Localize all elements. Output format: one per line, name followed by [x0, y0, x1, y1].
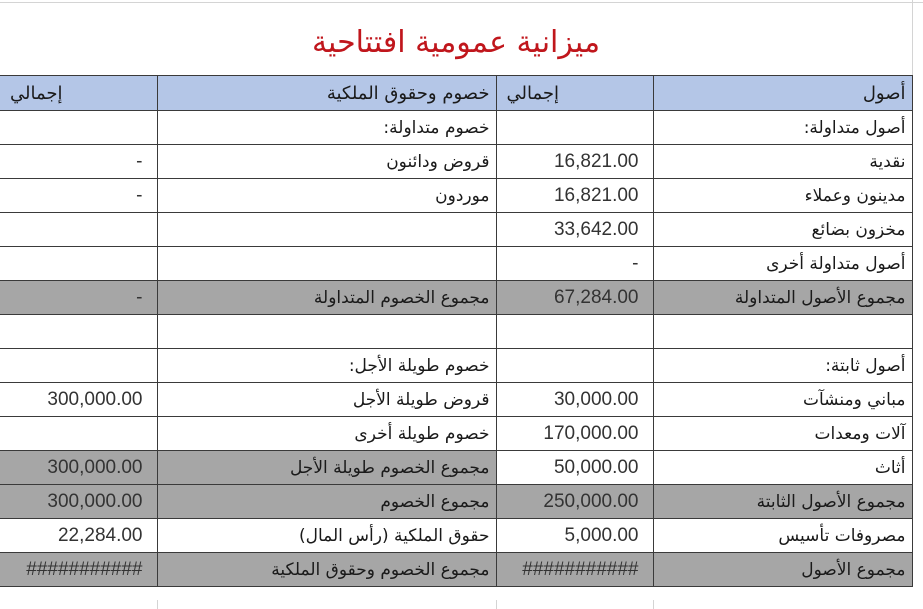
asset-label-cell[interactable]: نقدية [653, 145, 912, 179]
liability-label-cell[interactable] [157, 213, 496, 247]
balance-sheet-table [0, 75, 913, 587]
table-row [0, 315, 912, 349]
liability-label-cell[interactable]: قروض ودائنون [157, 145, 496, 179]
gridline [912, 0, 913, 76]
liability-total-cell[interactable] [0, 349, 157, 383]
gridline [157, 600, 158, 609]
table-row [0, 111, 912, 145]
asset-total-cell[interactable]: ########### [496, 553, 653, 587]
liability-label-cell[interactable]: حقوق الملكية (رأس المال) [157, 519, 496, 553]
liability-total-cell[interactable]: - [0, 281, 157, 315]
liability-label-cell[interactable]: مجموع الخصوم وحقوق الملكية [157, 553, 496, 587]
asset-label-cell[interactable] [653, 315, 912, 349]
asset-label-cell[interactable]: مخزون بضائع [653, 213, 912, 247]
table-row [0, 519, 912, 553]
asset-total-cell[interactable]: 250,000.00 [496, 485, 653, 519]
liability-total-cell[interactable]: - [0, 179, 157, 213]
asset-label-cell[interactable]: مدينون وعملاء [653, 179, 912, 213]
liability-label-cell[interactable]: خصوم طويلة أخرى [157, 417, 496, 451]
header-assets-total[interactable]: إجمالي [496, 76, 653, 111]
asset-label-cell[interactable]: مباني ومنشآت [653, 383, 912, 417]
asset-label-cell[interactable]: أصول ثابتة: [653, 349, 912, 383]
liability-label-cell[interactable]: مجموع الخصوم المتداولة [157, 281, 496, 315]
gridline [496, 600, 497, 609]
asset-total-cell[interactable]: 170,000.00 [496, 417, 653, 451]
liability-label-cell[interactable]: خصوم طويلة الأجل: [157, 349, 496, 383]
asset-total-cell[interactable]: 30,000.00 [496, 383, 653, 417]
asset-total-cell[interactable] [496, 111, 653, 145]
asset-label-cell[interactable]: أصول متداولة: [653, 111, 912, 145]
liability-total-cell[interactable] [0, 247, 157, 281]
liability-total-cell[interactable] [0, 315, 157, 349]
liability-label-cell[interactable]: خصوم متداولة: [157, 111, 496, 145]
gridline [653, 600, 654, 609]
table-row [0, 383, 912, 417]
liability-total-cell[interactable]: - [0, 145, 157, 179]
page-title[interactable]: ميزانية عمومية افتتاحية [311, 25, 601, 60]
table-row-total [0, 553, 912, 587]
liability-total-cell[interactable]: 22,284.00 [0, 519, 157, 553]
asset-total-cell[interactable]: 5,000.00 [496, 519, 653, 553]
asset-label-cell[interactable]: آلات ومعدات [653, 417, 912, 451]
table-header-row [0, 76, 912, 111]
liability-label-cell[interactable]: مجموع الخصوم [157, 485, 496, 519]
liability-total-cell[interactable]: 300,000.00 [0, 485, 157, 519]
asset-total-cell[interactable]: 16,821.00 [496, 145, 653, 179]
asset-total-cell[interactable]: 16,821.00 [496, 179, 653, 213]
header-liabilities[interactable]: خصوم وحقوق الملكية [157, 76, 496, 111]
asset-total-cell[interactable] [496, 315, 653, 349]
asset-total-cell[interactable]: 33,642.00 [496, 213, 653, 247]
table-row-total [0, 451, 912, 485]
asset-label-cell[interactable]: مصروفات تأسيس [653, 519, 912, 553]
header-liabilities-total[interactable]: إجمالي [0, 76, 157, 111]
liability-total-cell[interactable]: ########### [0, 553, 157, 587]
table-row-total [0, 281, 912, 315]
header-assets[interactable]: أصول [653, 76, 912, 111]
asset-label-cell[interactable]: مجموع الأصول المتداولة [653, 281, 912, 315]
liability-total-cell[interactable] [0, 213, 157, 247]
asset-total-cell[interactable]: 67,284.00 [496, 281, 653, 315]
asset-label-cell[interactable]: أصول متداولة أخرى [653, 247, 912, 281]
asset-label-cell[interactable]: مجموع الأصول [653, 553, 912, 587]
table-row [0, 213, 912, 247]
liability-total-cell[interactable]: 300,000.00 [0, 383, 157, 417]
table-row-total [0, 485, 912, 519]
table-row [0, 349, 912, 383]
asset-label-cell[interactable]: أثاث [653, 451, 912, 485]
liability-label-cell[interactable] [157, 247, 496, 281]
table-row [0, 145, 912, 179]
liability-label-cell[interactable]: قروض طويلة الأجل [157, 383, 496, 417]
liability-total-cell[interactable] [0, 111, 157, 145]
liability-total-cell[interactable] [0, 417, 157, 451]
liability-total-cell[interactable]: 300,000.00 [0, 451, 157, 485]
asset-total-cell[interactable]: 50,000.00 [496, 451, 653, 485]
table-row [0, 179, 912, 213]
liability-label-cell[interactable] [157, 315, 496, 349]
table-row [0, 417, 912, 451]
gridline [0, 2, 923, 3]
liability-label-cell[interactable]: مجموع الخصوم طويلة الأجل [157, 451, 496, 485]
asset-total-cell[interactable] [496, 349, 653, 383]
table-row [0, 247, 912, 281]
asset-total-cell[interactable]: - [496, 247, 653, 281]
liability-label-cell[interactable]: موردون [157, 179, 496, 213]
asset-label-cell[interactable]: مجموع الأصول الثابتة [653, 485, 912, 519]
